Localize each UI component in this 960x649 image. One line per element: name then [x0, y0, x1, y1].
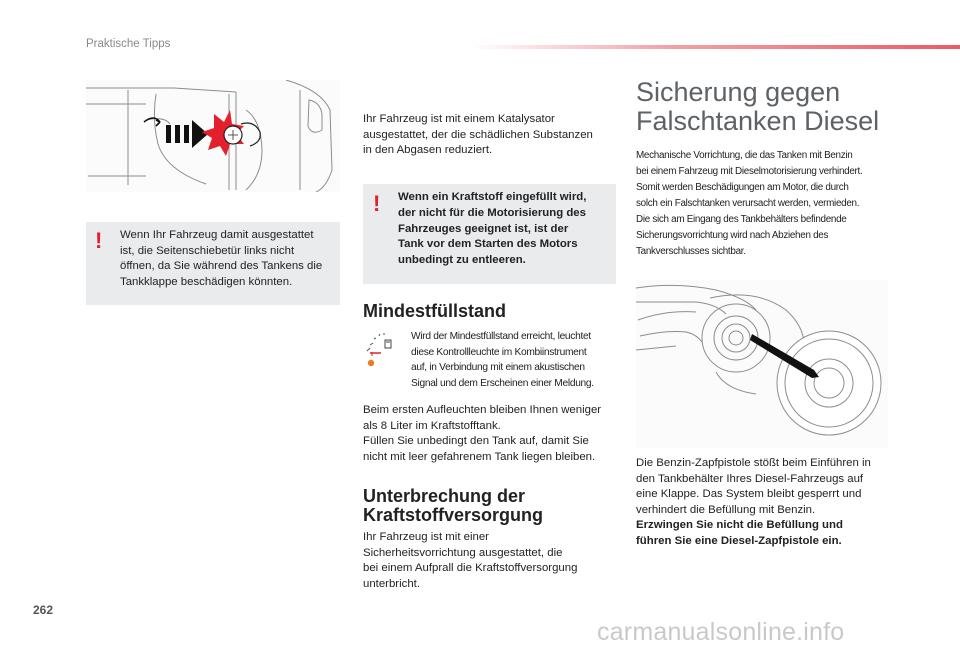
text-line: bei einem Aufprall die Kraftstoffversorgung: [363, 562, 578, 575]
text-line: solch ein Falschtanken verursacht werden, vermieden.: [636, 198, 860, 209]
text-line: verhindert die Befüllung mit Benzin.: [636, 503, 816, 516]
diesel-nozzle-paragraph: [636, 456, 871, 550]
warning-exclamation-icon: !: [373, 191, 381, 216]
catalyst-paragraph: [363, 112, 593, 159]
text-line: Erzwingen Sie nicht die Befüllung und: [636, 519, 843, 532]
min-level-heading: Mindestfüllstand: [363, 301, 506, 321]
text-line: bei einem Fahrzeug mit Dieselmotorisierung verhindert.: [636, 166, 863, 177]
sliding-door-illustration: [86, 80, 340, 192]
text-line: Mechanische Vorrichtung, die das Tanken mit Benzin: [636, 150, 853, 161]
text-line: Beim ersten Aufleuchten bleiben Ihnen weniger: [363, 404, 602, 416]
text-line: den Tankbehälter Ihres Diesel-Fahrzeugs auf: [636, 472, 864, 485]
text-line: nicht mit leer gefahrenem Tank liegen bleiben.: [363, 450, 596, 463]
text-line: Sicherheitsvorrichtung ausgestattet, die: [363, 546, 563, 559]
text-line: auf, in Verbindung mit einem akustischen: [411, 362, 585, 373]
wrong-fuel-warning-box: [363, 184, 616, 284]
text-line: ist, die Seitenschiebetür links nicht: [120, 244, 295, 257]
text-line: Die Benzin-Zapfpistole stößt beim Einführen in: [636, 457, 871, 469]
heading-line: Unterbrechung der: [363, 486, 526, 506]
text-line: Tank vor dem Starten des Motors: [398, 238, 578, 251]
text-line: Die sich am Eingang des Tankbehälters befindende: [636, 214, 847, 225]
text-line: als 8 Liter im Kraftstofftank.: [363, 419, 501, 432]
wrong-fuel-warning-text: [398, 190, 586, 269]
text-line: diese Kontrollleuchte im Kombiinstrument: [411, 346, 587, 358]
text-line: eine Klappe. Das System bleibt gesperrt und: [636, 488, 862, 501]
min-level-paragraph: [363, 403, 601, 465]
text-line: unbedingt zu entleeren.: [398, 254, 526, 267]
running-header: Praktische Tipps: [86, 38, 171, 50]
text-line: Somit werden Beschädigungen am Motor, die durch: [636, 182, 849, 193]
misfuel-description: [636, 148, 862, 260]
text-line: Tankklappe beschädigen könnten.: [120, 275, 293, 288]
heading-line: Falschtanken Diesel: [636, 106, 880, 136]
text-line: führen Sie eine Diesel-Zapfpistole ein.: [636, 534, 842, 547]
header-divider: [470, 45, 960, 49]
text-line: Ihr Fahrzeug ist mit einer: [363, 531, 489, 543]
text-line: öffnen, da Sie während des Tankens die: [120, 260, 323, 273]
text-line: Signal und dem Erscheinen einer Meldung.: [411, 377, 594, 389]
text-line: Ihr Fahrzeug ist mit einem Katalysator: [363, 113, 555, 125]
footer-watermark: carmanualsonline.info: [597, 618, 845, 646]
diesel-filler-neck-illustration: [636, 280, 888, 448]
min-level-description: [411, 329, 594, 391]
text-line: Sicherungsvorrichtung wird nach Abziehen des: [636, 230, 829, 241]
heading-line: Sicherung gegen: [636, 77, 841, 107]
fuel-level-warning-lamp-icon: [364, 331, 396, 369]
fuel-interruption-heading: [363, 487, 543, 525]
text-line: Tankverschlusses sichtbar.: [636, 246, 746, 257]
heading-line: Kraftstoffversorgung: [363, 505, 544, 525]
text-line: der nicht für die Motorisierung des: [398, 206, 586, 219]
text-line: in den Abgasen reduziert.: [363, 144, 493, 157]
text-line: unterbricht.: [363, 577, 420, 590]
fuel-interruption-paragraph: [363, 530, 577, 592]
text-line: Füllen Sie unbedingt den Tank auf, damit Sie: [363, 435, 589, 448]
warning-exclamation-icon: !: [95, 228, 103, 253]
text-line: Wird der Mindestfüllstand erreicht, leuchtet: [411, 331, 591, 342]
text-line: Fahrzeuges geeignet ist, ist der: [398, 222, 569, 235]
sliding-door-warning-box: [86, 222, 340, 305]
text-line: ausgestattet, der die schädlichen Substanzen: [363, 128, 593, 141]
sliding-door-warning-text: [120, 228, 322, 290]
text-line: Wenn ein Kraftstoff eingefüllt wird,: [398, 191, 587, 203]
text-line: Wenn Ihr Fahrzeug damit ausgestattet: [120, 229, 314, 241]
misfuel-prevention-heading: [636, 78, 879, 136]
page-number: 262: [33, 603, 54, 617]
